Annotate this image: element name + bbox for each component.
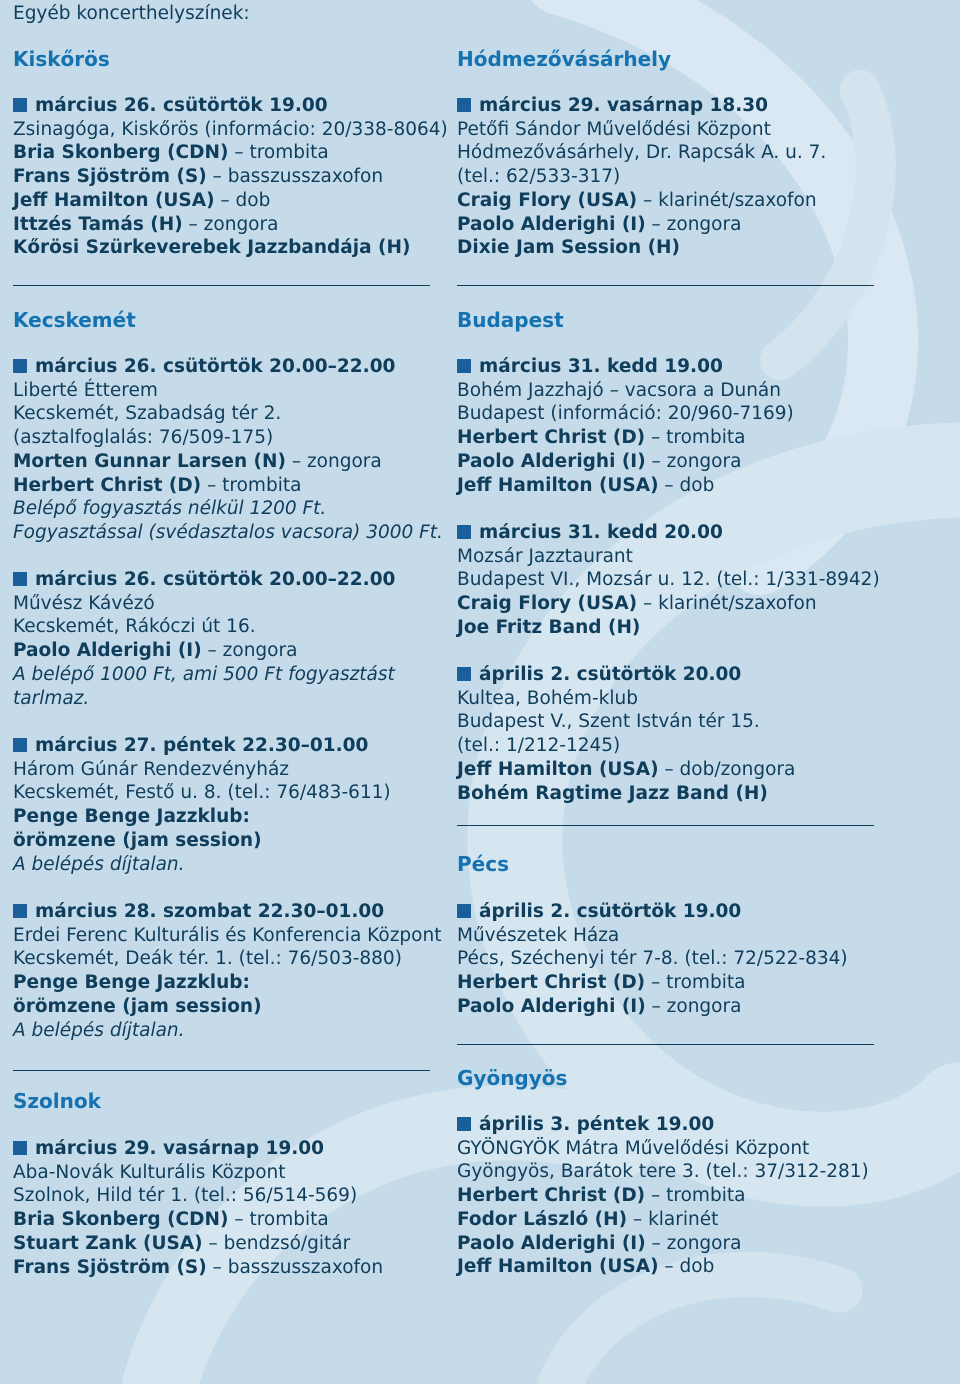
performer-name: Herbert Christ (D): [457, 1185, 646, 1207]
event-venue: Művész Kávézó: [13, 592, 155, 614]
performer-line: [457, 426, 927, 450]
performer-line: [13, 450, 443, 474]
performer-name: Penge Benge Jazzklub:: [13, 972, 250, 994]
bullet-square-icon: [13, 359, 27, 373]
city-heading-budapest: Budapest: [457, 308, 564, 332]
performer-line: [13, 639, 443, 663]
event-venue: Erdei Ferenc Kulturális és Konferencia Központ: [13, 924, 442, 946]
performer-line: [457, 995, 927, 1019]
bullet-square-icon: [457, 359, 471, 373]
performer-name: Frans Sjöström (S): [13, 1256, 207, 1278]
bullet-square-icon: [457, 1117, 471, 1131]
event-date: március 26. csütörtök 20.00–22.00: [13, 355, 443, 379]
performer-instrument: – trombita: [645, 1185, 746, 1207]
performer-name: Morten Gunnar Larsen (N): [13, 450, 286, 472]
performer-name: Stuart Zank (USA): [13, 1232, 203, 1254]
performer-instrument: – trombita: [228, 1209, 329, 1231]
event-kecskemet-4: [13, 900, 443, 1042]
event-venue: Mozsár Jazztaurant: [457, 545, 633, 567]
event-address: Szolnok, Hild tér 1. (tel.: 56/514-569): [13, 1185, 358, 1207]
event-address: Budapest (információ: 20/960-7169): [457, 403, 794, 425]
event-venue: Művészetek Háza: [457, 924, 620, 946]
city-heading-hodmezovasarhely: Hódmezővásárhely: [457, 47, 672, 71]
performer-instrument: – klarinét/szaxofon: [637, 593, 817, 615]
event-date: március 29. vasárnap 18.30: [457, 94, 927, 118]
event-venue: GYÖNGYÖK Mátra Művelődési Központ: [457, 1137, 810, 1159]
performer-instrument: – trombita: [645, 427, 746, 449]
performer-name: Jeff Hamilton (USA): [13, 189, 215, 211]
event-note: A belépő 1000 Ft, ami 500 Ft fogyasztást: [13, 663, 395, 685]
event-venue: Kultea, Bohém-klub: [457, 687, 638, 709]
performer-instrument: – dob: [658, 474, 715, 496]
event-gyongyos-1: [457, 1113, 927, 1279]
event-date: március 29. vasárnap 19.00: [13, 1137, 443, 1161]
performer-name: Ittzés Tamás (H): [13, 213, 183, 235]
performer-line: [13, 1256, 443, 1280]
performer-line: [13, 1208, 443, 1232]
event-venue: Három Gúnár Rendezvényház: [13, 758, 290, 780]
event-kecskemet-1: [13, 355, 443, 545]
event-date: március 31. kedd 20.00: [457, 521, 927, 545]
event-venue: Zsinagóga, Kiskőrös (informácio: 20/338-8064): [13, 118, 448, 140]
performer-name: Paolo Alderighi (I): [457, 450, 646, 472]
event-phone: (tel.: 62/533-317): [457, 166, 621, 188]
event-address: Kecskemét, Szabadság tér 2.: [13, 403, 282, 425]
event-date: március 31. kedd 19.00: [457, 355, 927, 379]
bullet-square-icon: [457, 525, 471, 539]
performer-instrument: – trombita: [645, 972, 746, 994]
performer-name: Paolo Alderighi (I): [457, 213, 646, 235]
event-budapest-1: [457, 355, 927, 497]
event-address: Budapest V., Szent István tér 15.: [457, 711, 760, 733]
performer-instrument: – trombita: [228, 142, 329, 164]
performer-line: [457, 1208, 927, 1232]
performer-name: örömzene (jam session): [13, 995, 262, 1017]
event-address: Budapest VI., Mozsár u. 12. (tel.: 1/331-8942): [457, 569, 880, 591]
section-divider: [13, 285, 430, 286]
performer-name: Fodor László (H): [457, 1208, 628, 1230]
event-pecs-1: [457, 900, 927, 1019]
event-date: április 2. csütörtök 20.00: [457, 663, 927, 687]
page-intro: Egyéb koncerthelyszínek:: [13, 3, 250, 24]
performer-instrument: – basszusszaxofon: [206, 1256, 384, 1278]
section-divider: [13, 1070, 430, 1071]
event-phone: (tel.: 1/212-1245): [457, 735, 621, 757]
performer-instrument: – zongora: [285, 450, 382, 472]
performer-name: Frans Sjöström (S): [13, 166, 207, 188]
event-venue: Liberté Étterem: [13, 379, 158, 401]
performer-line: [457, 971, 927, 995]
city-heading-szolnok: Szolnok: [13, 1089, 101, 1113]
performer-instrument: – basszusszaxofon: [206, 166, 384, 188]
performer-name: Bohém Ragtime Jazz Band (H): [457, 782, 768, 804]
event-address: Gyöngyös, Barátok tere 3. (tel.: 37/312-281): [457, 1161, 869, 1183]
performer-line: [13, 165, 443, 189]
event-address: Hódmezővásárhely, Dr. Rapcsák A. u. 7.: [457, 142, 827, 164]
bullet-square-icon: [13, 98, 27, 112]
event-date: március 28. szombat 22.30–01.00: [13, 900, 443, 924]
event-hodmezovasarhely-1: [457, 94, 927, 260]
event-venue: Petőfi Sándor Művelődési Központ: [457, 118, 771, 140]
performer-line: [457, 592, 927, 616]
performer-name: Joe Fritz Band (H): [457, 616, 641, 638]
performer-line: [457, 213, 927, 237]
section-divider: [457, 285, 874, 286]
event-venue: Aba-Novák Kulturális Központ: [13, 1161, 286, 1183]
event-venue: Bohém Jazzhajó – vacsora a Dunán: [457, 379, 781, 401]
bullet-square-icon: [13, 904, 27, 918]
performer-name: Paolo Alderighi (I): [13, 640, 202, 662]
event-note: A belépés díjtalan.: [13, 853, 185, 875]
performer-instrument: – zongora: [645, 995, 742, 1017]
performer-name: Bria Skonberg (CDN): [13, 1209, 229, 1231]
performer-name: Jeff Hamilton (USA): [457, 758, 659, 780]
bullet-square-icon: [13, 572, 27, 586]
performer-line: [457, 1184, 927, 1208]
performer-name: Penge Benge Jazzklub:: [13, 806, 250, 828]
event-address: Pécs, Széchenyi tér 7-8. (tel.: 72/522-834): [457, 948, 848, 970]
performer-instrument: – trombita: [201, 474, 302, 496]
event-budapest-3: [457, 663, 927, 805]
city-heading-kecskemet: Kecskemét: [13, 308, 136, 332]
performer-name: örömzene (jam session): [13, 829, 262, 851]
city-heading-gyongyos: Gyöngyös: [457, 1066, 568, 1090]
event-note: A belépés díjtalan.: [13, 1019, 185, 1041]
performer-name: Craig Flory (USA): [457, 189, 638, 211]
event-budapest-2: [457, 521, 927, 640]
event-date: március 27. péntek 22.30–01.00: [13, 734, 443, 758]
bullet-square-icon: [457, 904, 471, 918]
performer-name: Paolo Alderighi (I): [457, 995, 646, 1017]
performer-instrument: – dob: [658, 1256, 715, 1278]
bullet-square-icon: [457, 667, 471, 681]
performer-instrument: – bendzsó/gitár: [202, 1232, 351, 1254]
city-heading-kiskoros: Kiskőrös: [13, 47, 110, 71]
performer-name: Dixie Jam Session (H): [457, 237, 680, 259]
event-note: Belépő fogyasztás nélkül 1200 Ft.: [13, 498, 327, 520]
bullet-square-icon: [13, 1141, 27, 1155]
performer-name: Jeff Hamilton (USA): [457, 474, 659, 496]
performer-line: [13, 141, 443, 165]
section-divider: [457, 1044, 874, 1045]
section-divider: [457, 825, 874, 826]
performer-name: Herbert Christ (D): [457, 972, 646, 994]
performer-name: Kőrösi Szürkeverebek Jazzbandája (H): [13, 237, 411, 259]
performer-line: [457, 450, 927, 474]
event-note: Fogyasztással (svédasztalos vacsora) 3000 Ft.: [13, 521, 443, 543]
performer-name: Jeff Hamilton (USA): [457, 1256, 659, 1278]
performer-line: [13, 474, 443, 498]
performer-instrument: – klarinét: [627, 1208, 719, 1230]
performer-line: [457, 758, 927, 782]
bullet-square-icon: [457, 98, 471, 112]
performer-line: [457, 1255, 927, 1279]
event-date: március 26. csütörtök 19.00: [13, 94, 443, 118]
event-address: Kecskemét, Deák tér. 1. (tel.: 76/503-880): [13, 948, 402, 970]
performer-instrument: – zongora: [182, 213, 279, 235]
performer-name: Herbert Christ (D): [13, 474, 202, 496]
performer-instrument: – dob/zongora: [658, 758, 796, 780]
performer-instrument: – zongora: [645, 450, 742, 472]
event-szolnok-1: [13, 1137, 443, 1279]
event-address: Kecskemét, Festő u. 8. (tel.: 76/483-611): [13, 782, 391, 804]
event-phone: (asztalfoglalás: 76/509-175): [13, 427, 274, 449]
performer-name: Bria Skonberg (CDN): [13, 142, 229, 164]
performer-name: Herbert Christ (D): [457, 427, 646, 449]
performer-line: [457, 1232, 927, 1256]
performer-name: Craig Flory (USA): [457, 593, 638, 615]
event-note: tarlmaz.: [13, 687, 90, 709]
event-kecskemet-3: [13, 734, 443, 876]
performer-line: [457, 189, 927, 213]
performer-line: [13, 1232, 443, 1256]
performer-instrument: – zongora: [201, 640, 298, 662]
event-kiskoros-1: [13, 94, 448, 260]
performer-instrument: – dob: [214, 189, 271, 211]
event-date: április 3. péntek 19.00: [457, 1113, 927, 1137]
bullet-square-icon: [13, 738, 27, 752]
performer-instrument: – zongora: [645, 1232, 742, 1254]
performer-instrument: – klarinét/szaxofon: [637, 189, 817, 211]
event-address: Kecskemét, Rákóczi út 16.: [13, 616, 256, 638]
city-heading-pecs: Pécs: [457, 852, 509, 876]
event-kecskemet-2: [13, 568, 443, 710]
event-date: március 26. csütörtök 20.00–22.00: [13, 568, 443, 592]
event-date: április 2. csütörtök 19.00: [457, 900, 927, 924]
performer-line: [457, 474, 927, 498]
performer-name: Paolo Alderighi (I): [457, 1232, 646, 1254]
performer-line: [13, 189, 443, 213]
performer-instrument: – zongora: [645, 213, 742, 235]
performer-line: [13, 213, 443, 237]
